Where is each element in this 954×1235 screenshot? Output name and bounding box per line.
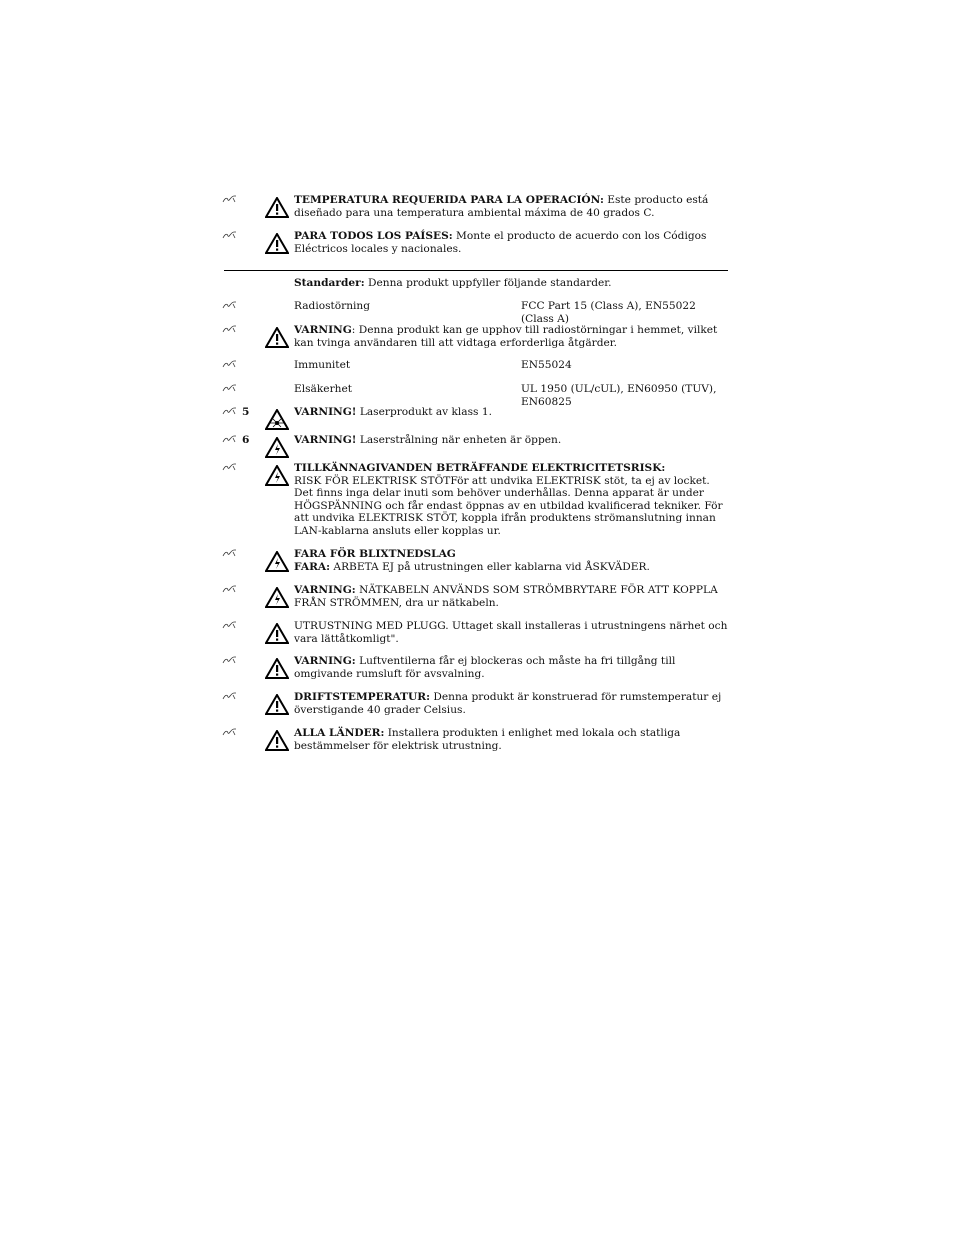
item-title: FARA FÖR BLIXTNEDSLAG xyxy=(294,548,456,560)
check-mark-icon xyxy=(222,194,240,206)
item-text xyxy=(294,548,728,573)
standard-value: FCC Part 15 (Class A), EN55022 (Class A) xyxy=(521,300,696,325)
check-mark-icon xyxy=(222,691,240,703)
item-text xyxy=(294,691,728,716)
item-title: VARNING! xyxy=(294,434,357,446)
warning-triangle-icon xyxy=(265,623,289,644)
item-title: VARNING! xyxy=(294,406,357,418)
swedish-operating-temp xyxy=(222,691,728,719)
item-body: UTRUSTNING MED PLUGG. Uttaget skall installeras i utrustningens närhet och vara lättåtkomligt". xyxy=(294,620,728,645)
swedish-plug xyxy=(222,620,728,648)
laser-warning-icon xyxy=(265,409,289,430)
swedish-power-cable xyxy=(222,584,728,612)
warning-triangle-icon xyxy=(265,730,289,751)
check-mark-icon xyxy=(222,359,240,371)
check-mark-icon xyxy=(222,655,240,667)
item-title: VARNING: xyxy=(294,584,356,596)
item-body: Denna produkt uppfyller följande standarder. xyxy=(364,277,612,289)
warning-triangle-icon xyxy=(265,658,289,679)
item-text xyxy=(294,230,728,255)
item-body: RISK FÖR ELEKTRISK STÖTFör att undvika ELEKTRISK stöt, ta ej av locket. Det finns inga delar inuti som behöver underhållas. Denna apparat är under HÖGSPÄNNING och får endast öppnas av en utbildad kvalificerad tekniker. För att undvika ELEKTRISK STÖT, koppla ifrån produktens strömanslutning innan LAN-kablarna ansluts eller kopplas ur. xyxy=(294,474,723,537)
check-mark-icon xyxy=(222,434,240,446)
item-body: NÄTKABELN ANVÄNDS SOM STRÖMBRYTARE FÖR ATT KOPPLA FRÅN STRÖMMEN, dra ur nätkabeln. xyxy=(294,584,718,609)
spanish-all-countries xyxy=(222,230,728,260)
standard-value: UL 1950 (UL/cUL), EN60950 (TUV), EN60825 xyxy=(521,383,717,408)
item-title: VARNING: xyxy=(294,655,356,667)
item-body: Luftventilerna får ej blockeras och måste ha fri tillgång till omgivande rumsluft för avsvalning. xyxy=(294,655,676,680)
standard-label: Immunitet xyxy=(294,359,351,371)
check-mark-icon xyxy=(222,620,240,632)
item-number: 5 xyxy=(242,406,250,418)
swedish-safety-row xyxy=(222,383,728,408)
check-mark-icon xyxy=(222,462,240,474)
swedish-radio-warning xyxy=(222,324,728,354)
check-mark-icon xyxy=(222,584,240,596)
swedish-laser-class1 xyxy=(222,406,728,430)
item-text xyxy=(294,300,728,325)
item-text xyxy=(294,655,728,680)
electric-warning-icon xyxy=(265,551,289,572)
item-text xyxy=(294,277,728,290)
item-title: PARA TODOS LOS PAÍSES: xyxy=(294,230,453,242)
item-text xyxy=(294,194,728,219)
item-body: Laserstrålning när enheten är öppen. xyxy=(356,434,562,446)
item-text xyxy=(294,620,728,645)
warning-triangle-icon xyxy=(265,694,289,715)
swedish-vent xyxy=(222,655,728,683)
item-text xyxy=(294,727,728,752)
electric-warning-icon xyxy=(265,587,289,608)
item-body: Installera produkten i enlighet med lokala och statliga bestämmelser för elektrisk utrustning. xyxy=(294,727,681,752)
item-title: ALLA LÄNDER: xyxy=(294,727,385,739)
item-text xyxy=(294,434,728,447)
swedish-immunity-row xyxy=(222,359,728,373)
item-text xyxy=(294,383,728,408)
spanish-operating-temp xyxy=(222,194,728,224)
standard-value: EN55024 xyxy=(521,359,572,371)
warning-triangle-icon xyxy=(265,197,289,218)
section-divider xyxy=(224,270,728,271)
swedish-lightning xyxy=(222,548,728,576)
item-body: ARBETA EJ på utrustningen eller kablarna vid ÅSKVÄDER. xyxy=(330,560,650,573)
electric-warning-icon xyxy=(265,437,289,458)
item-number: 6 xyxy=(242,434,250,446)
swedish-laser-open xyxy=(222,434,728,458)
electric-warning-icon xyxy=(265,465,289,486)
item-body: Denna produkt är konstruerad för rumstemperatur ej överstigande 40 grader Celsius. xyxy=(294,691,722,716)
item-body: Laserprodukt av klass 1. xyxy=(356,406,492,418)
swedish-standards xyxy=(222,277,728,291)
item-title: Standarder: xyxy=(294,277,365,289)
item-subtitle: FARA: xyxy=(294,560,331,573)
item-text xyxy=(294,324,728,349)
warning-triangle-icon xyxy=(265,233,289,254)
item-title: TILLKÄNNAGIVANDEN BETRÄFFANDE ELEKTRICITETSRISK: xyxy=(294,462,666,474)
standard-label: Radiostörning xyxy=(294,300,371,312)
item-title: DRIFTSTEMPERATUR: xyxy=(294,691,431,703)
check-mark-icon xyxy=(222,548,240,560)
swedish-all-countries xyxy=(222,727,728,755)
standard-label: Elsäkerhet xyxy=(294,383,352,395)
check-mark-icon xyxy=(222,406,240,418)
item-title: VARNING xyxy=(294,324,352,336)
swedish-electric-risk xyxy=(222,462,728,542)
check-mark-icon xyxy=(222,383,240,395)
item-text xyxy=(294,406,728,419)
swedish-radio-row xyxy=(222,300,728,325)
check-mark-icon xyxy=(222,230,240,242)
item-body: Monte el producto de acuerdo con los Códigos Eléctricos locales y nacionales. xyxy=(294,230,707,255)
warning-triangle-icon xyxy=(265,327,289,348)
check-mark-icon xyxy=(222,300,240,312)
check-mark-icon xyxy=(222,727,240,739)
item-title: TEMPERATURA REQUERIDA PARA LA OPERACIÓN: xyxy=(294,194,604,206)
item-text xyxy=(294,584,728,609)
item-text xyxy=(294,462,728,538)
check-mark-icon xyxy=(222,324,240,336)
item-body: : Denna produkt kan ge upphov till radiostörningar i hemmet, vilket kan tvinga användaren till att vidtaga erforderliga åtgärder. xyxy=(294,324,718,349)
item-text xyxy=(294,359,728,372)
item-body: Este producto está diseñado para una temperatura ambiental máxima de 40 grados C. xyxy=(294,194,709,219)
